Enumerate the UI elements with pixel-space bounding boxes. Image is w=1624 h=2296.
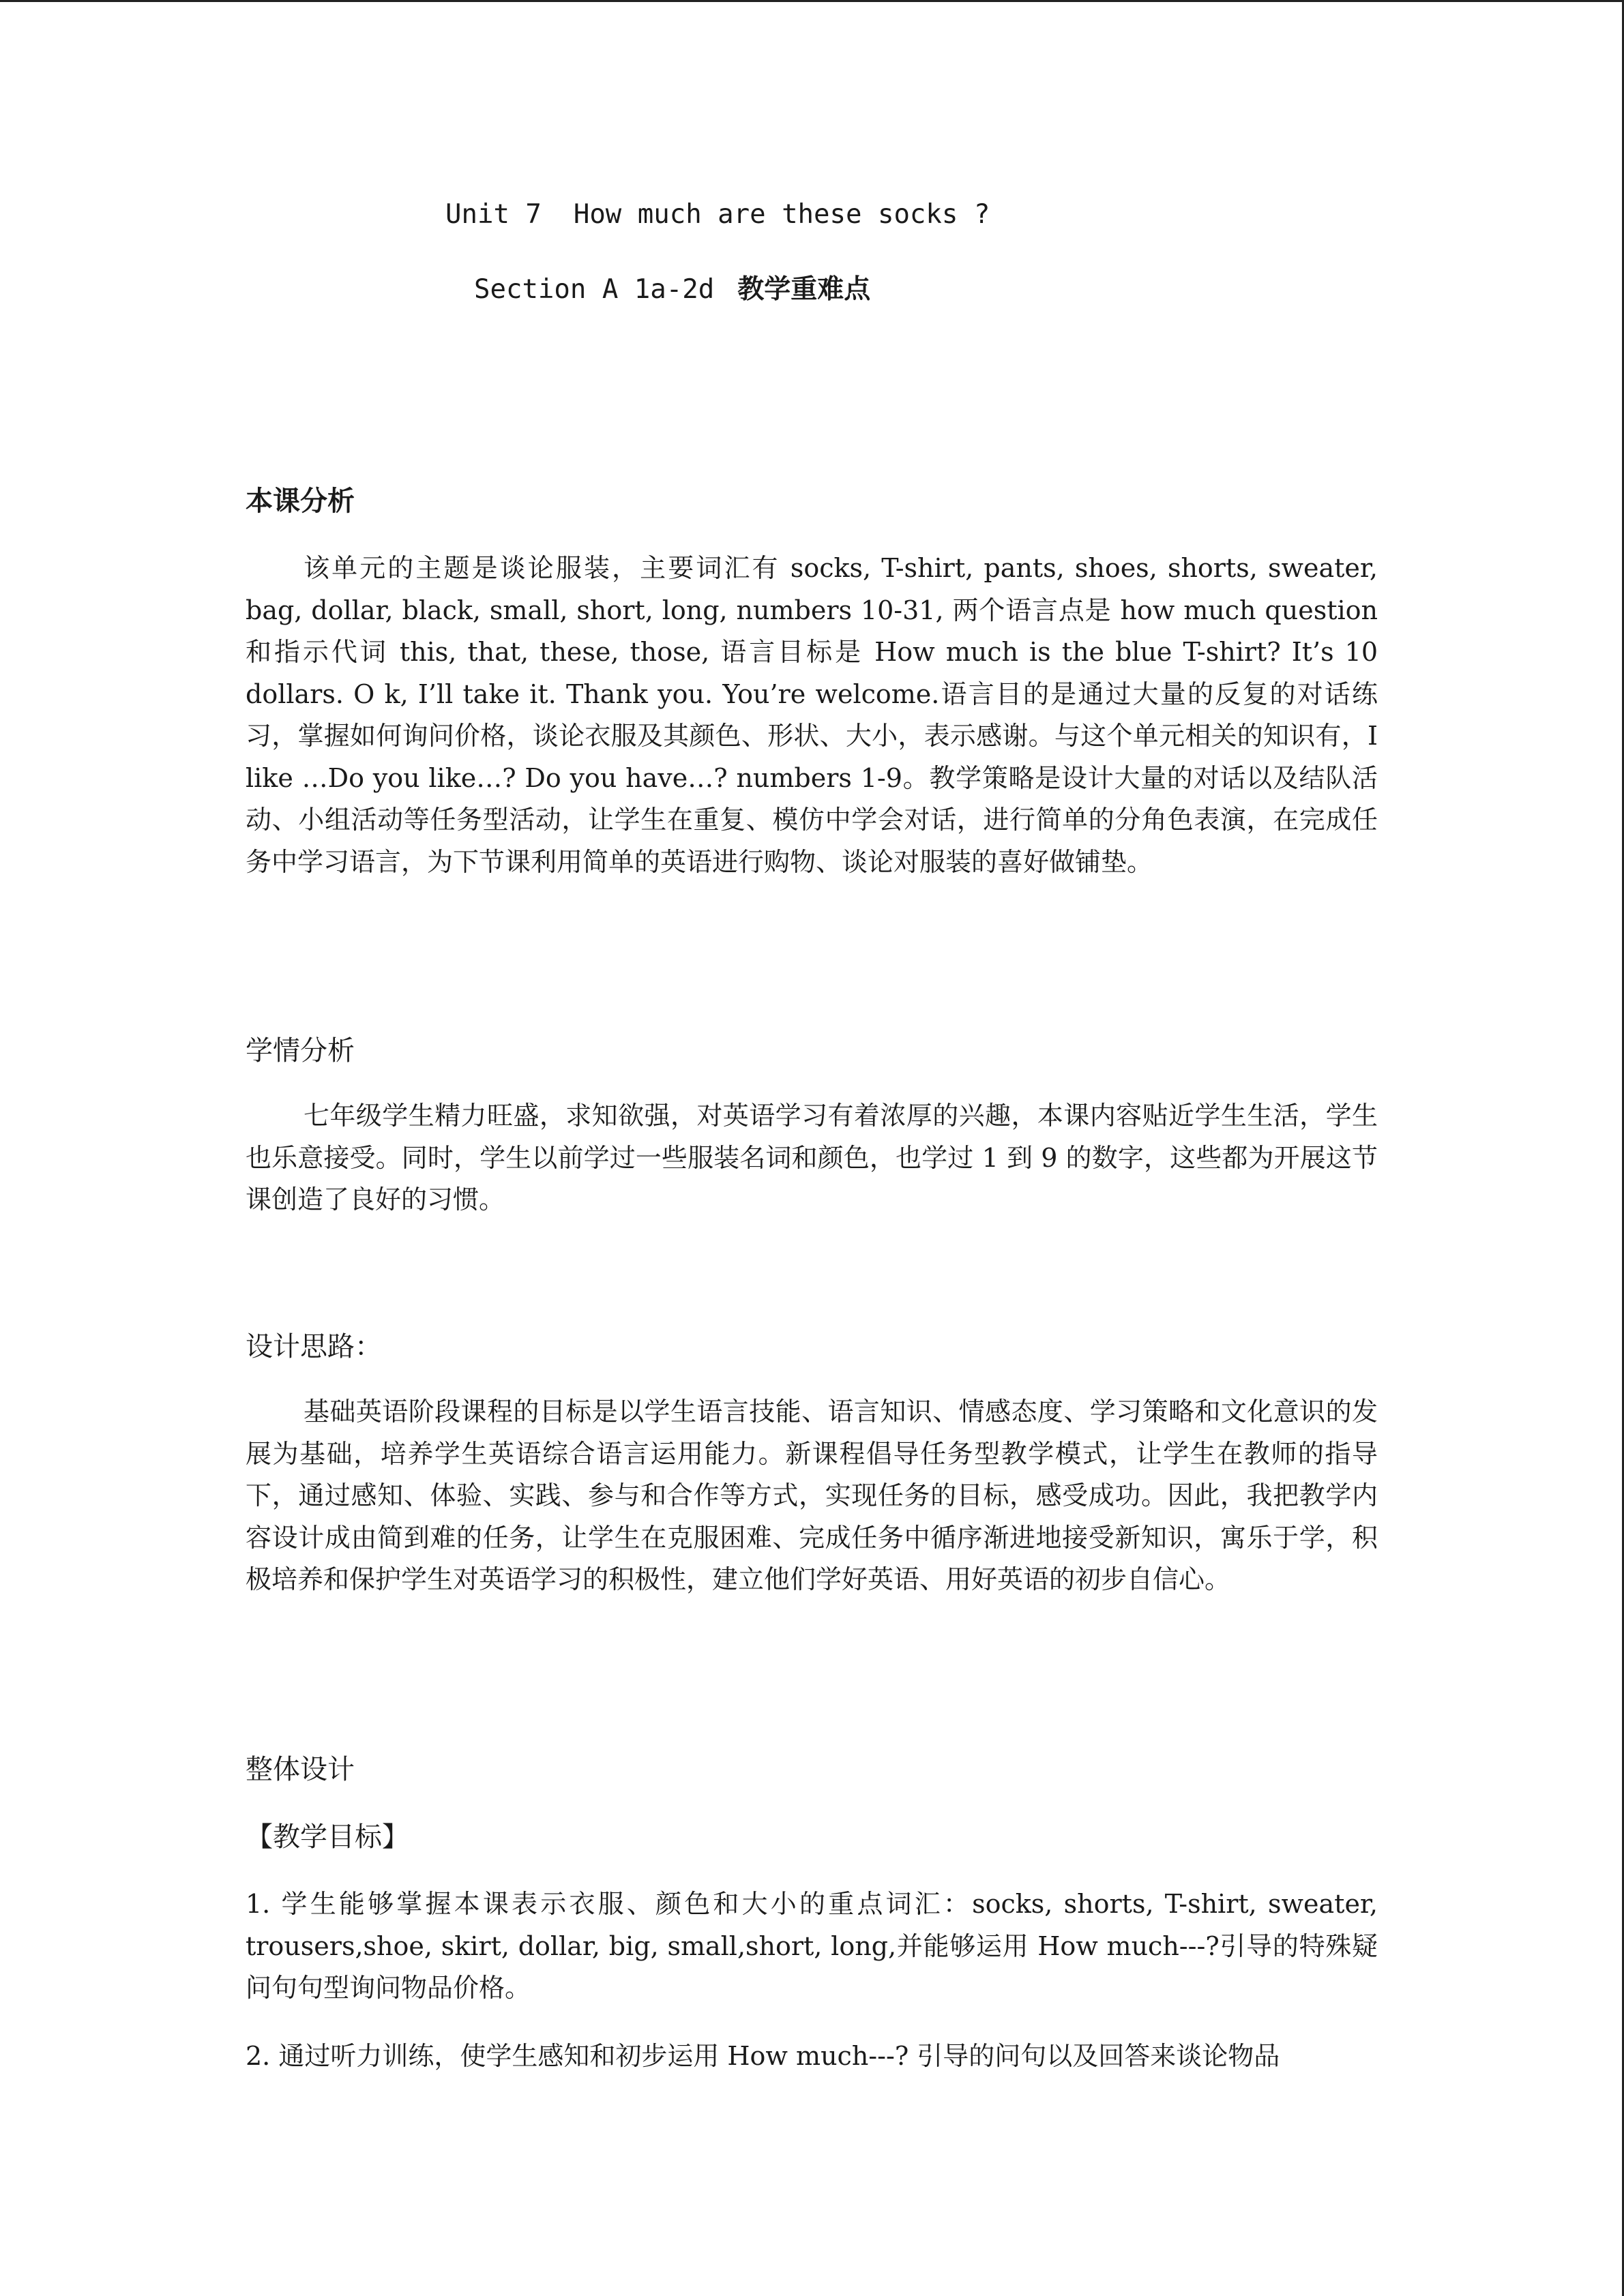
objective-item-2: 2. 通过听力训练，使学生感知和初步运用 How much---? 引导的问句以及回答来谈论物品	[246, 2041, 1280, 2071]
students-heading: 学情分析	[246, 1035, 355, 1067]
objectives-heading: 【教学目标】	[246, 1821, 409, 1853]
design-heading: 设计思路：	[246, 1331, 382, 1362]
section-subtitle-en: Section A 1a-2d	[474, 274, 715, 305]
overall-heading: 整体设计	[246, 1754, 355, 1785]
unit-title: Unit 7 How much are these socks ?	[445, 199, 990, 230]
section-subtitle-cn: 教学重难点	[737, 274, 871, 305]
students-body: 七年级学生精力旺盛，求知欲强，对英语学习有着浓厚的兴趣，本课内容贴近学生生活，学生也乐意接受。同时，学生以前学过一些服装名词和颜色，也学过 1 到 9 的数字，这些都为开展这节课创造了良好的习惯。	[246, 1101, 1378, 1214]
design-body: 基础英语阶段课程的目标是以学生语言技能、语言知识、情感态度、学习策略和文化意识的发展为基础，培养学生英语综合语言运用能力。新课程倡导任务型教学模式，让学生在教师的指导下，通过感知、体验、实践、参与和合作等方式，实现任务的目标，感受成功。因此，我把教学内容设计成由简到难的任务，让学生在克服困难、完成任务中循序渐进地接受新知识，寓乐于学，积极培养和保护学生对英语学习的积极性，建立他们学好英语、用好英语的初步自信心。	[246, 1397, 1378, 1594]
page-top-border	[0, 0, 1624, 2]
analysis-heading: 本课分析	[246, 485, 355, 517]
objective-item-1: 1. 学生能够掌握本课表示衣服、颜色和大小的重点词汇：socks, shorts, T-shirt, sweater, trousers,shoe, skirt, dollar, big, small,short, long,并能够运用 How much---?引导的特殊疑问句句型询问物品价格。	[246, 1889, 1378, 2003]
section-subtitle	[474, 268, 870, 306]
analysis-body: 该单元的主题是谈论服装，主要词汇有 socks, T-shirt, pants, shoes, shorts, sweater, bag, dollar, black, small, short, long, numbers 10-31, 两个语言点是 how much question 和指示代词 this, that, these, those, 语言目标是 How much is the blue T-shirt? It’s 10 dollars. O k, I’ll take it. Thank you. You’re welcome.语言目的是通过大量的反复的对话练习，掌握如何询问价格，谈论衣服及其颜色、形状、大小，表示感谢。与这个单元相关的知识有，I like …Do you like…? Do you have…? numbers 1-9。教学策略是设计大量的对话以及结队活动、小组活动等任务型活动，让学生在重复、模仿中学会对话，进行简单的分角色表演，在完成任务中学习语言，为下节课利用简单的英语进行购物、谈论对服装的喜好做铺垫。	[246, 553, 1378, 877]
